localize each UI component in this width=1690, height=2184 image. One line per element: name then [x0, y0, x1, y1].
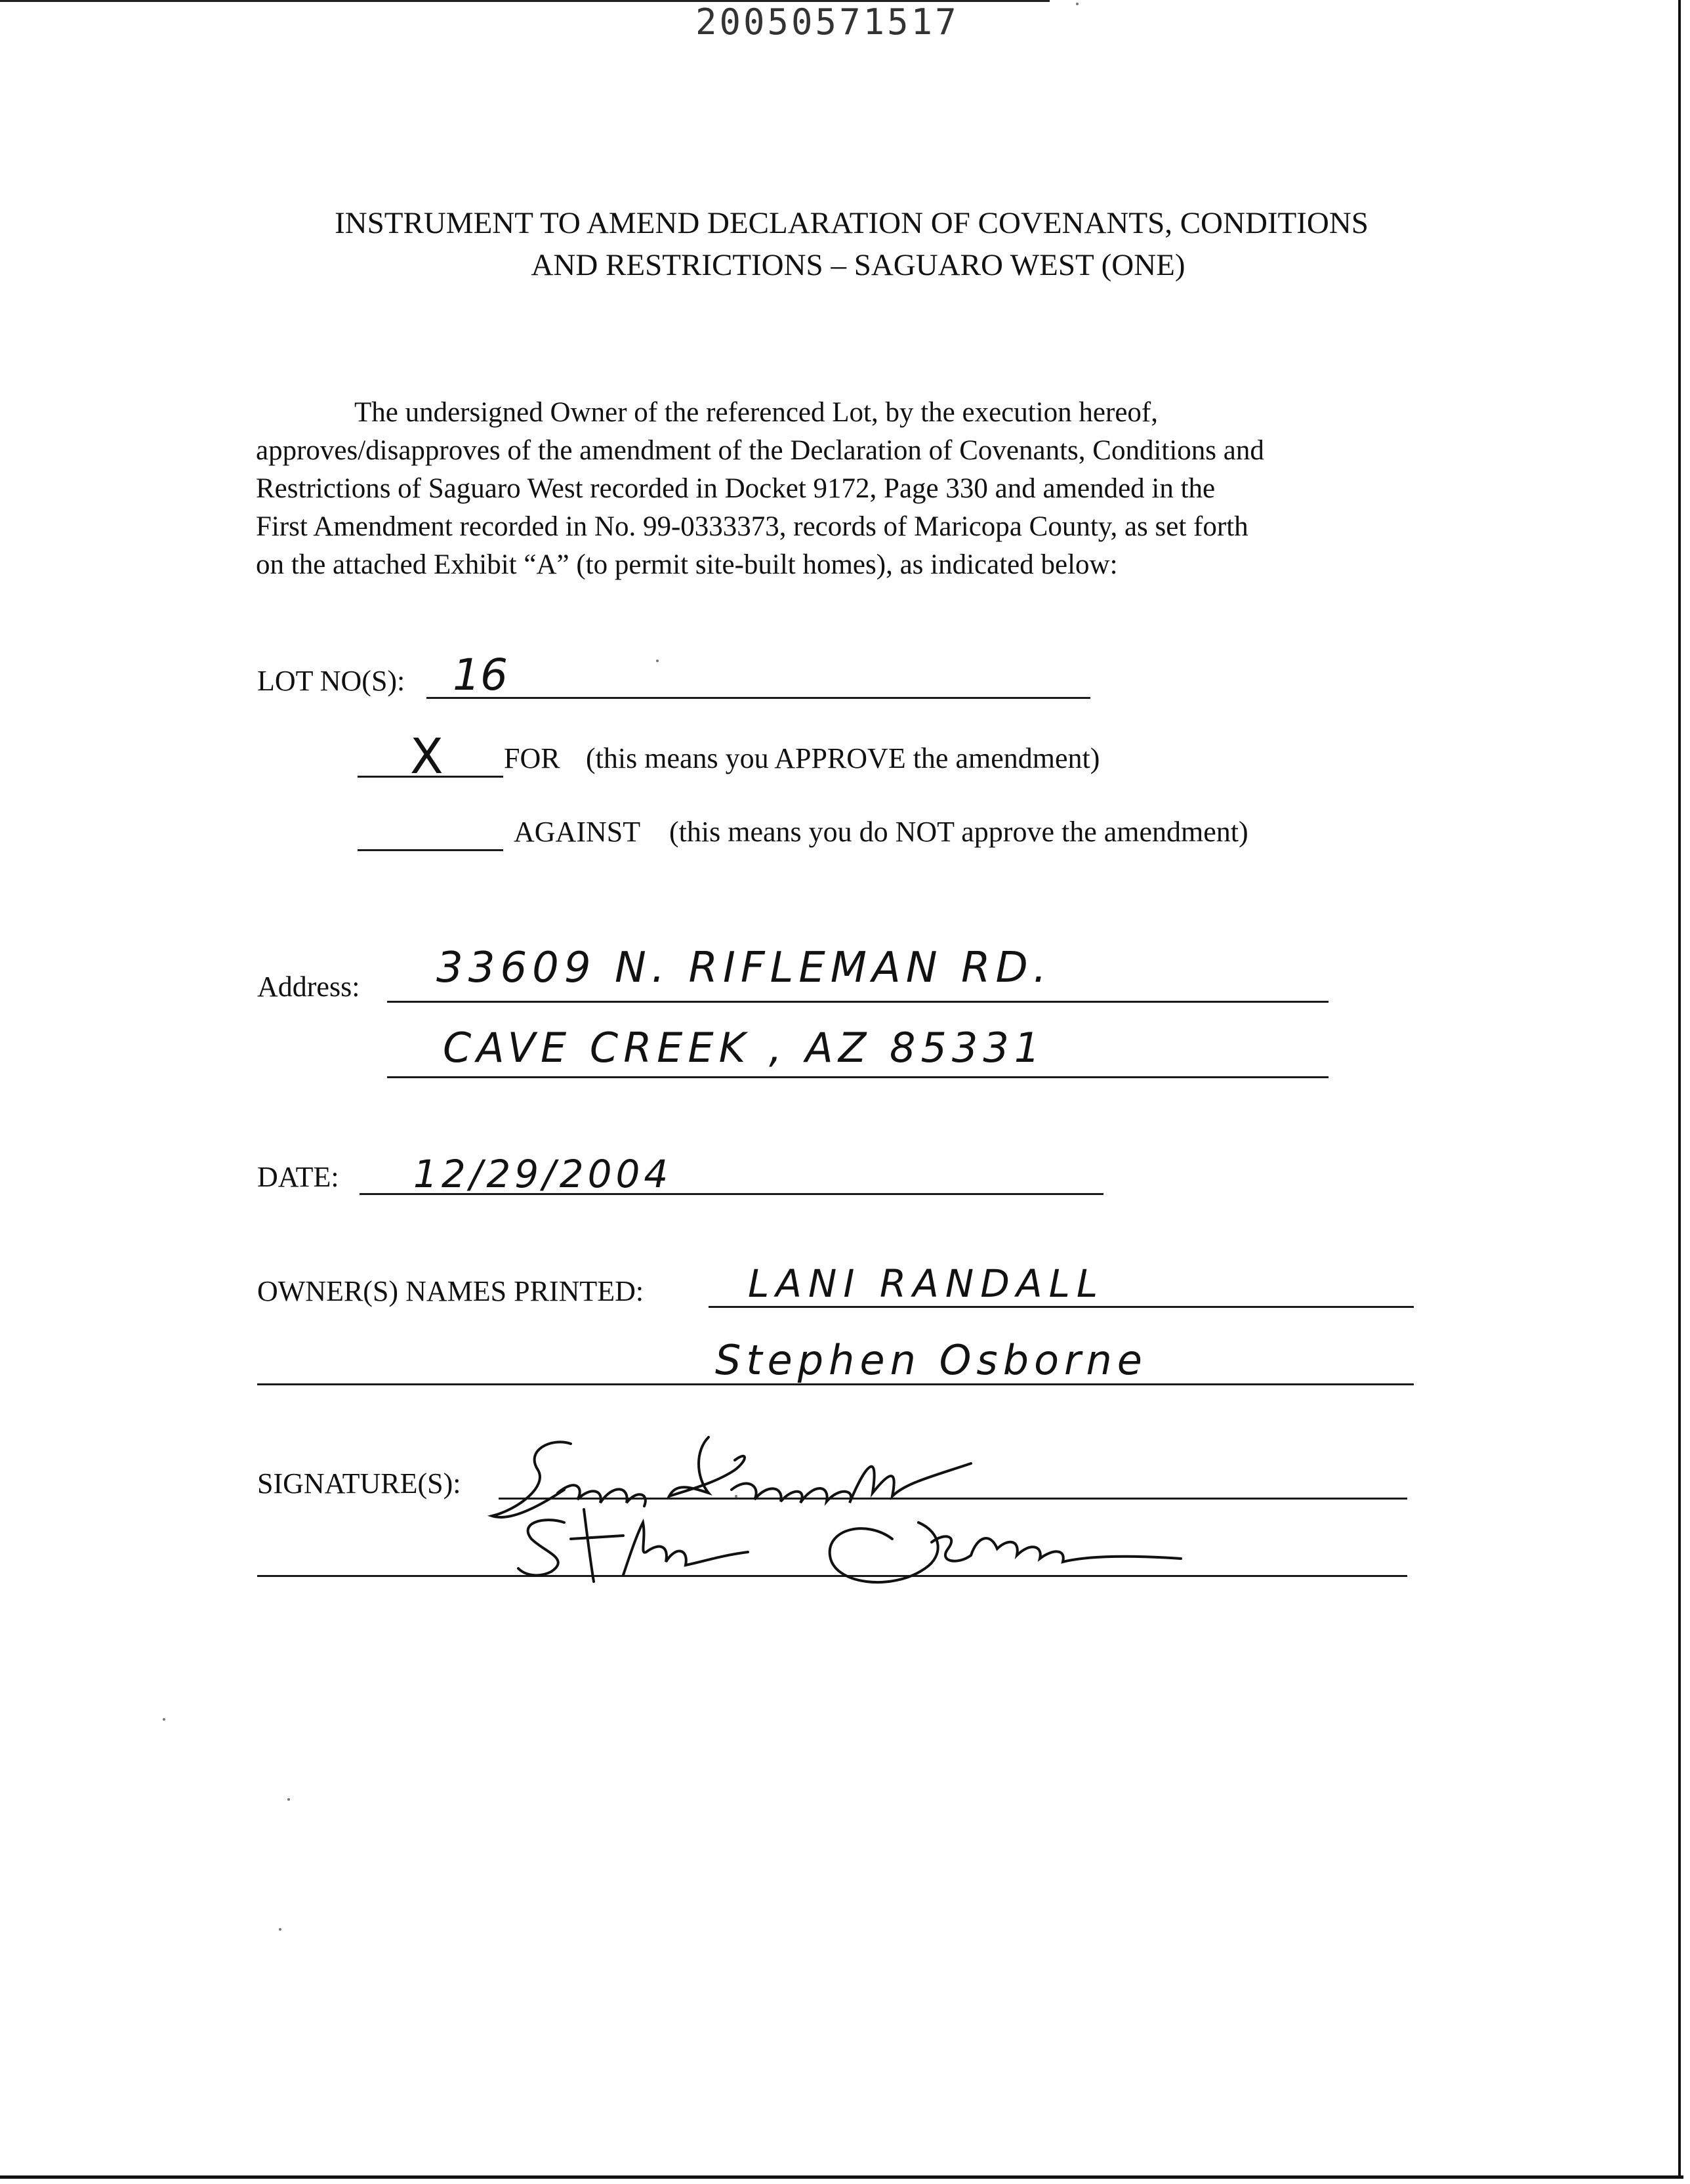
for-label: FOR: [504, 742, 560, 774]
owner-name-1-rule: [709, 1306, 1414, 1308]
against-label: AGAINST: [514, 816, 641, 848]
signatures-label: SIGNATURE(S):: [257, 1467, 461, 1500]
address-line-1-rule: [387, 1001, 1329, 1003]
address-label: Address:: [257, 971, 360, 1003]
scan-speck: [279, 1928, 281, 1931]
lot-value: 16: [453, 650, 508, 700]
body-paragraph: [256, 394, 1450, 584]
document-title: [0, 202, 1690, 286]
body-line: on the attached Exhibit “A” (to permit site-built homes), as indicated below:: [256, 549, 1118, 580]
signature-2: [518, 1509, 1181, 1582]
against-line: [358, 849, 503, 851]
against-note: (this means you do NOT approve the amendment): [669, 816, 1248, 848]
signature-2-stroke: [518, 1520, 564, 1575]
date-label: DATE:: [257, 1161, 339, 1193]
body-line: Restrictions of Saguaro West recorded in Docket 9172, Page 330 and amended in the: [256, 473, 1216, 504]
scan-speck: [163, 1718, 165, 1721]
title-line-2: AND RESTRICTIONS – SAGUARO WEST (ONE): [531, 248, 1185, 282]
for-mark: X: [410, 728, 443, 785]
scan-right-edge: [1678, 0, 1681, 2176]
signature-2-stroke: [571, 1509, 623, 1582]
address-line-1: 33609 N. RIFLEMAN RD.: [436, 944, 1052, 992]
signature-2-stroke: [623, 1522, 748, 1575]
body-line: approves/disapproves of the amendment of the Declaration of Covenants, Conditions and: [256, 435, 1264, 466]
signature-2-stroke: [932, 1536, 1181, 1562]
body-line: The undersigned Owner of the referenced Lot, by the execution hereof,: [354, 397, 1158, 428]
address-line-2: CAVE CREEK , AZ 85331: [443, 1024, 1046, 1072]
title-line-1: INSTRUMENT TO AMEND DECLARATION OF COVENANTS, CONDITIONS: [335, 206, 1369, 240]
owner-name-1: LANI RANDALL: [748, 1261, 1105, 1306]
owners-label: OWNER(S) NAMES PRINTED:: [257, 1275, 644, 1307]
scan-speck: [287, 1798, 290, 1801]
signature-2-stroke: [830, 1522, 938, 1582]
signatures-graphic: [472, 1424, 1325, 1601]
for-note: (this means you APPROVE the amendment): [586, 742, 1100, 774]
lot-line: [426, 697, 1090, 699]
body-line: First Amendment recorded in No. 99-0333373, records of Maricopa County, as set forth: [256, 511, 1248, 542]
lot-label: LOT NO(S):: [257, 665, 405, 697]
scan-speck: [735, 1495, 737, 1498]
owner-name-2: Stephen Osborne: [715, 1336, 1147, 1384]
date-value: 12/29/2004: [413, 1152, 672, 1196]
signature-1-stroke: [492, 1442, 571, 1517]
signature-1-stroke: [732, 1463, 971, 1503]
scan-bottom-edge: [0, 2175, 1683, 2179]
scan-speck: [1076, 3, 1079, 5]
address-line-2-rule: [387, 1076, 1329, 1078]
scan-speck: [656, 660, 659, 662]
signature-1-stroke: [558, 1485, 646, 1506]
signature-1: [492, 1437, 971, 1517]
recording-number: 20050571517: [695, 1, 959, 43]
